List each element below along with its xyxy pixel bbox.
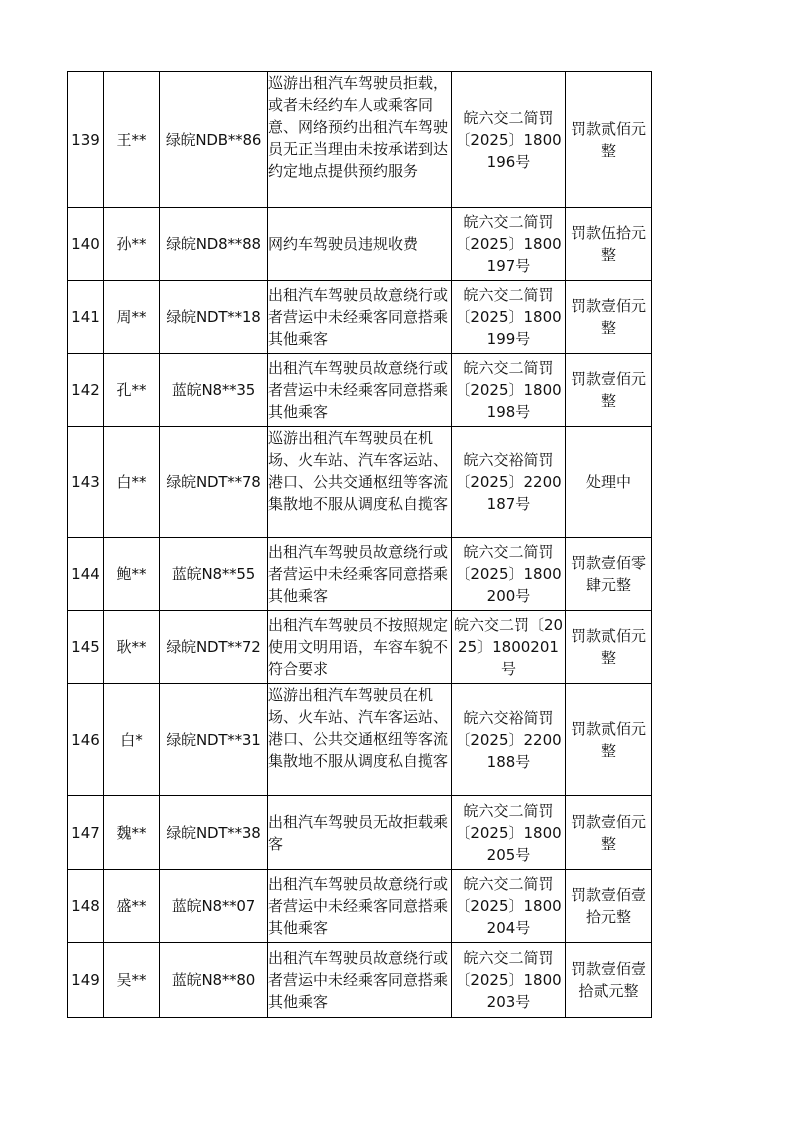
table-row <box>68 208 652 281</box>
vehicle-plate: 蓝皖N8**07 <box>160 870 268 943</box>
party-name: 王** <box>104 72 160 208</box>
vehicle-plate: 绿皖NDT**18 <box>160 281 268 354</box>
penalty-document-number: 皖六交二简罚〔2025〕1800196号 <box>452 72 566 208</box>
penalty-document-number: 皖六交裕简罚〔2025〕2200187号 <box>452 427 566 538</box>
party-name: 耿** <box>104 611 160 684</box>
violation-reason: 出租汽车驾驶员故意绕行或者营运中未经乘客同意搭乘其他乘客 <box>268 354 452 427</box>
party-name: 白** <box>104 427 160 538</box>
party-name: 盛** <box>104 870 160 943</box>
penalty-result: 罚款壹佰元整 <box>566 354 652 427</box>
table-row <box>68 354 652 427</box>
penalty-records-table <box>67 71 652 1018</box>
violation-reason: 出租汽车驾驶员故意绕行或者营运中未经乘客同意搭乘其他乘客 <box>268 870 452 943</box>
vehicle-plate: 蓝皖N8**35 <box>160 354 268 427</box>
record-number: 140 <box>68 208 104 281</box>
vehicle-plate: 绿皖ND8**88 <box>160 208 268 281</box>
party-name: 孙** <box>104 208 160 281</box>
record-number: 148 <box>68 870 104 943</box>
table-row <box>68 684 652 796</box>
penalty-result: 罚款伍拾元整 <box>566 208 652 281</box>
violation-reason: 出租汽车驾驶员无故拒载乘客 <box>268 796 452 870</box>
penalty-document-number: 皖六交二简罚〔2025〕1800204号 <box>452 870 566 943</box>
penalty-document-number: 皖六交裕简罚〔2025〕2200188号 <box>452 684 566 796</box>
vehicle-plate: 绿皖NDT**38 <box>160 796 268 870</box>
table-row <box>68 870 652 943</box>
record-number: 141 <box>68 281 104 354</box>
penalty-document-number: 皖六交二简罚〔2025〕1800199号 <box>452 281 566 354</box>
vehicle-plate: 绿皖NDB**86 <box>160 72 268 208</box>
penalty-document-number: 皖六交二简罚〔2025〕1800203号 <box>452 943 566 1018</box>
penalty-document-number: 皖六交二简罚〔2025〕1800198号 <box>452 354 566 427</box>
party-name: 鲍** <box>104 538 160 611</box>
penalty-result: 罚款壹佰元整 <box>566 796 652 870</box>
vehicle-plate: 绿皖NDT**72 <box>160 611 268 684</box>
party-name: 魏** <box>104 796 160 870</box>
party-name: 周** <box>104 281 160 354</box>
vehicle-plate: 绿皖NDT**31 <box>160 684 268 796</box>
penalty-result: 罚款贰佰元整 <box>566 72 652 208</box>
penalty-document-number: 皖六交二罚〔2025〕1800201号 <box>452 611 566 684</box>
violation-reason: 出租汽车驾驶员不按照规定使用文明用语，车容车貌不符合要求 <box>268 611 452 684</box>
violation-reason: 巡游出租汽车驾驶员在机场、火车站、汽车客运站、港口、公共交通枢纽等客流集散地不服从调度私自揽客 <box>268 427 452 538</box>
vehicle-plate: 蓝皖N8**80 <box>160 943 268 1018</box>
penalty-result: 罚款壹佰壹拾贰元整 <box>566 943 652 1018</box>
violation-reason: 巡游出租汽车驾驶员在机场、火车站、汽车客运站、港口、公共交通枢纽等客流集散地不服从调度私自揽客 <box>268 684 452 796</box>
record-number: 139 <box>68 72 104 208</box>
penalty-document-number: 皖六交二简罚〔2025〕1800197号 <box>452 208 566 281</box>
violation-reason: 网约车驾驶员违规收费 <box>268 208 452 281</box>
record-number: 149 <box>68 943 104 1018</box>
record-number: 142 <box>68 354 104 427</box>
violation-reason: 出租汽车驾驶员故意绕行或者营运中未经乘客同意搭乘其他乘客 <box>268 943 452 1018</box>
penalty-result: 罚款壹佰壹拾元整 <box>566 870 652 943</box>
vehicle-plate: 蓝皖N8**55 <box>160 538 268 611</box>
table-row <box>68 796 652 870</box>
record-number: 143 <box>68 427 104 538</box>
table-row <box>68 943 652 1018</box>
violation-reason: 出租汽车驾驶员故意绕行或者营运中未经乘客同意搭乘其他乘客 <box>268 281 452 354</box>
table-row <box>68 538 652 611</box>
penalty-result: 罚款壹佰零肆元整 <box>566 538 652 611</box>
record-number: 144 <box>68 538 104 611</box>
party-name: 白* <box>104 684 160 796</box>
penalty-document-number: 皖六交二简罚〔2025〕1800205号 <box>452 796 566 870</box>
table-row <box>68 427 652 538</box>
penalty-result: 罚款壹佰元整 <box>566 281 652 354</box>
penalty-result: 罚款贰佰元整 <box>566 684 652 796</box>
table-row <box>68 281 652 354</box>
penalty-document-number: 皖六交二简罚〔2025〕1800200号 <box>452 538 566 611</box>
violation-reason: 巡游出租汽车驾驶员拒载，或者未经约车人或乘客同意、网络预约出租汽车驾驶员无正当理由未按承诺到达约定地点提供预约服务 <box>268 72 452 208</box>
record-number: 146 <box>68 684 104 796</box>
party-name: 孔** <box>104 354 160 427</box>
record-number: 147 <box>68 796 104 870</box>
vehicle-plate: 绿皖NDT**78 <box>160 427 268 538</box>
penalty-result: 处理中 <box>566 427 652 538</box>
record-number: 145 <box>68 611 104 684</box>
party-name: 吴** <box>104 943 160 1018</box>
table-row <box>68 72 652 208</box>
violation-reason: 出租汽车驾驶员故意绕行或者营运中未经乘客同意搭乘其他乘客 <box>268 538 452 611</box>
penalty-result: 罚款贰佰元整 <box>566 611 652 684</box>
table-row <box>68 611 652 684</box>
